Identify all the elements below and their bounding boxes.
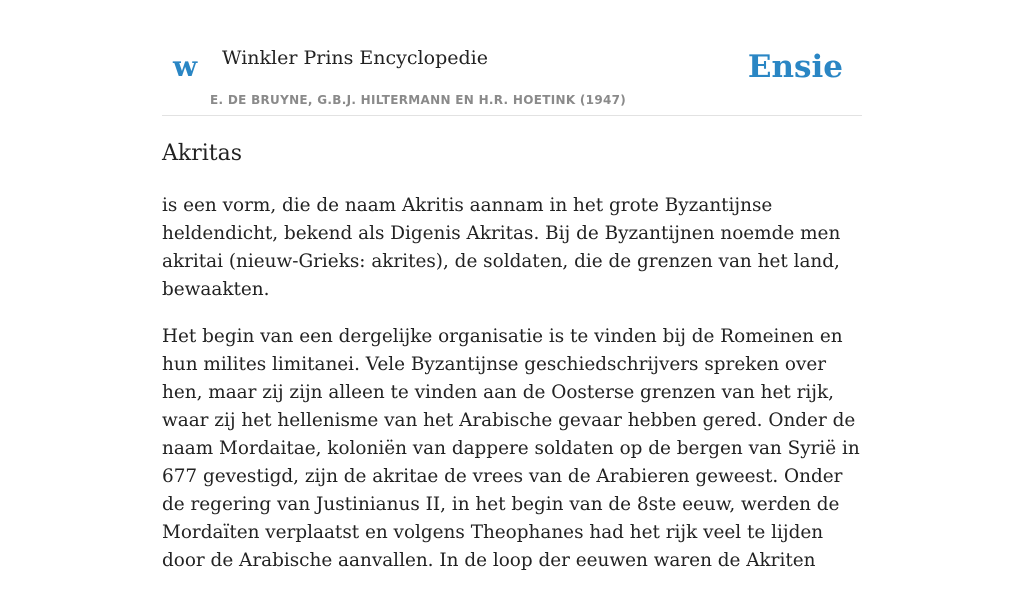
article-title: Akritas [162, 141, 243, 166]
article-paragraph: Het begin van een dergelijke organisatie is te vinden bij de Romeinen en hun milites limitanei. Vele Byzantijnse geschiedschrijvers spreken over hen, maar zij zijn alleen te vinden aan de Oosterse grenzen van het rijk, waar zij het hellenisme van het Arabische gevaar hebben gered. Onder de naam Mordaitae, koloniën van dappere soldaten op de bergen van Syrië in 677 gevestigd, zijn de akritae de vrees van de Arabieren geweest. Onder de regering van Justinianus II, in het begin van de 8ste eeuw, werden de Mordaïten verplaatst en volgens Theophanes had het rijk veel te lijden door de Arabische aanvallen. In de loop der eeuwen waren de Akriten [162, 326, 860, 571]
publication-authors: E. DE BRUYNE, G.B.J. HILTERMANN EN H.R. HOETINK (1947) [210, 93, 627, 107]
article-body [162, 192, 862, 594]
publication-title[interactable]: Winkler Prins Encyclopedie [222, 47, 488, 69]
site-header [162, 36, 862, 116]
article-paragraph: is een vorm, die de naam Akritis aannam in het grote Byzantijnse heldendicht, bekend als Digenis Akritas. Bij de Byzantijnen noemde men akritai (nieuw-Grieks: akrites), de soldaten, die de grenzen van het land, bewaakten. [162, 195, 841, 300]
publication-logo[interactable]: w [173, 50, 198, 83]
ensie-brand-logo[interactable]: Ensie [747, 49, 843, 85]
